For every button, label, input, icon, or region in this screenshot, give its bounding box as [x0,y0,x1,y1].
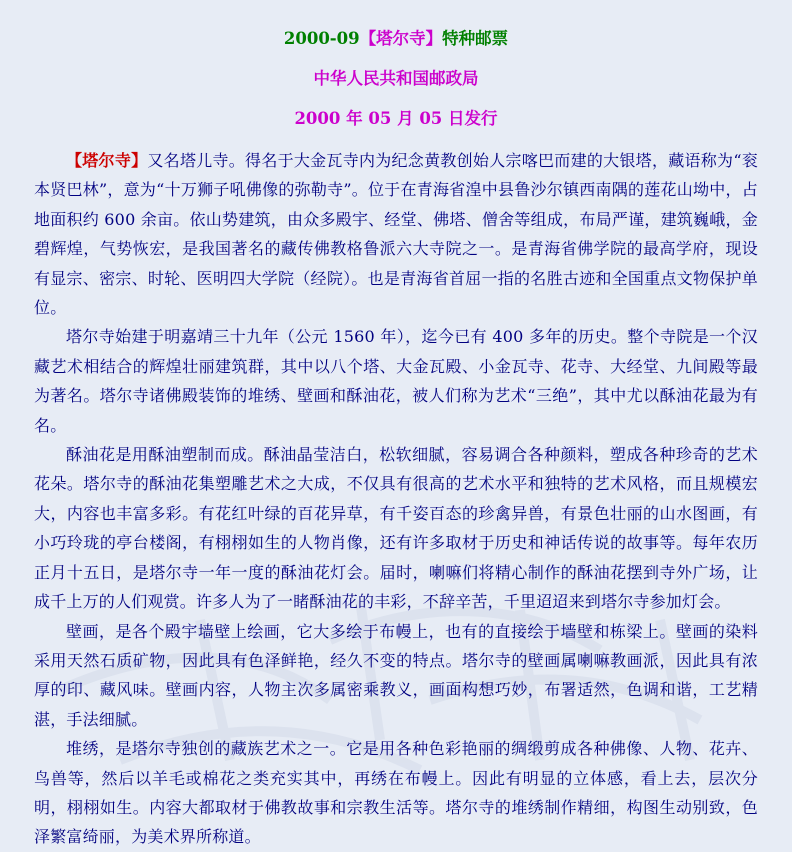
issue-code: 2000-09 [283,29,360,48]
document-header [34,26,758,132]
paragraph-intro [34,146,758,322]
stamp-type: 特种邮票 [442,29,509,48]
paragraph-appliques: 堆绣，是塔尔寺独创的藏族艺术之一。它是用各种色彩艳丽的绸缎剪成各种佛像、人物、花卉、鸟兽等，然后以羊毛或棉花之类充实其中，再绣在布幔上。因此有明显的立体感，看上去，层次分明，栩栩如生。内容大都取材于佛教故事和宗教生活等。塔尔寺的堆绣制作精细，构图生动别致，色泽繁富绮丽，为美术界所称道。 [34,739,758,847]
stamp-name: 【塔尔寺】 [359,29,443,48]
issue-date: 2000 年 05 月 05 日发行 [294,109,498,128]
paragraph-text: 又名塔儿寺。得名于大金瓦寺内为纪念黄教创始人宗喀巴而建的大银塔，藏语称为“衮本贤巴林”，意为“十万狮子吼佛像的弥勒寺”。位于在青海省湟中县鲁沙尔镇西南隅的莲花山坳中，占地面积约 600 余亩。依山势建筑，由众多殿宇、经堂、佛塔、僧舍等组成，布局严谨，建筑巍峨，金碧辉煌，气势恢宏，是我国著名的藏传佛教格鲁派六大寺院之一。是青海省佛学院的最高学府，现设有显宗、密宗、时轮、医明四大学院（经院）。也是青海省首屈一指的名胜古迹和全国重点文物保护单位。 [34,151,758,318]
stamp-title [34,26,758,52]
article-body [34,146,758,852]
paragraph-murals: 壁画，是各个殿宇墙壁上绘画，它大多绘于布幔上，也有的直接绘于墙壁和栋梁上。壁画的染料采用天然石质矿物，因此具有色泽鲜艳，经久不变的特点。塔尔寺的壁画属喇嘛教画派，因此具有浓厚的印、藏风味。壁画内容，人物主次多属密乘教义，画面构想巧妙，布署适然，色调和谐，工艺精湛，手法细腻。 [34,621,758,729]
paragraph-history: 塔尔寺始建于明嘉靖三十九年（公元 1560 年），迄今已有 400 多年的历史。整个寺院是一个汉藏艺术相结合的辉煌壮丽建筑群，其中以八个塔、大金瓦殿、小金瓦寺、花寺、大经堂、九间殿等最为著名。塔尔寺诸佛殿装饰的堆绣、壁画和酥油花，被人们称为艺术“三绝”，其中尤以酥油花最为有名。 [34,327,758,435]
paragraph-butter-sculpture: 酥油花是用酥油塑制而成。酥油晶莹洁白，松软细腻，容易调合各种颜料，塑成各种珍奇的艺术花朵。塔尔寺的酥油花集塑雕艺术之大成，不仅具有很高的艺术水平和独特的艺术风格，而且规模宏大，内容也丰富多彩。有花红叶绿的百花异草，有千姿百态的珍禽异兽，有景色壮丽的山水图画，有小巧玲珑的亭台楼阁，有栩栩如生的人物肖像，还有许多取材于历史和神话传说的故事等。每年农历正月十五日，是塔尔寺一年一度的酥油花灯会。届时，喇嘛们将精心制作的酥油花摆到寺外广场，让成千上万的人们观赏。许多人为了一睹酥油花的丰彩，不辞辛苦，千里迢迢来到塔尔寺参加灯会。 [34,445,758,612]
paragraph-lead-title: 【塔尔寺】 [66,151,148,170]
issuer: 中华人民共和国邮政局 [313,69,479,88]
